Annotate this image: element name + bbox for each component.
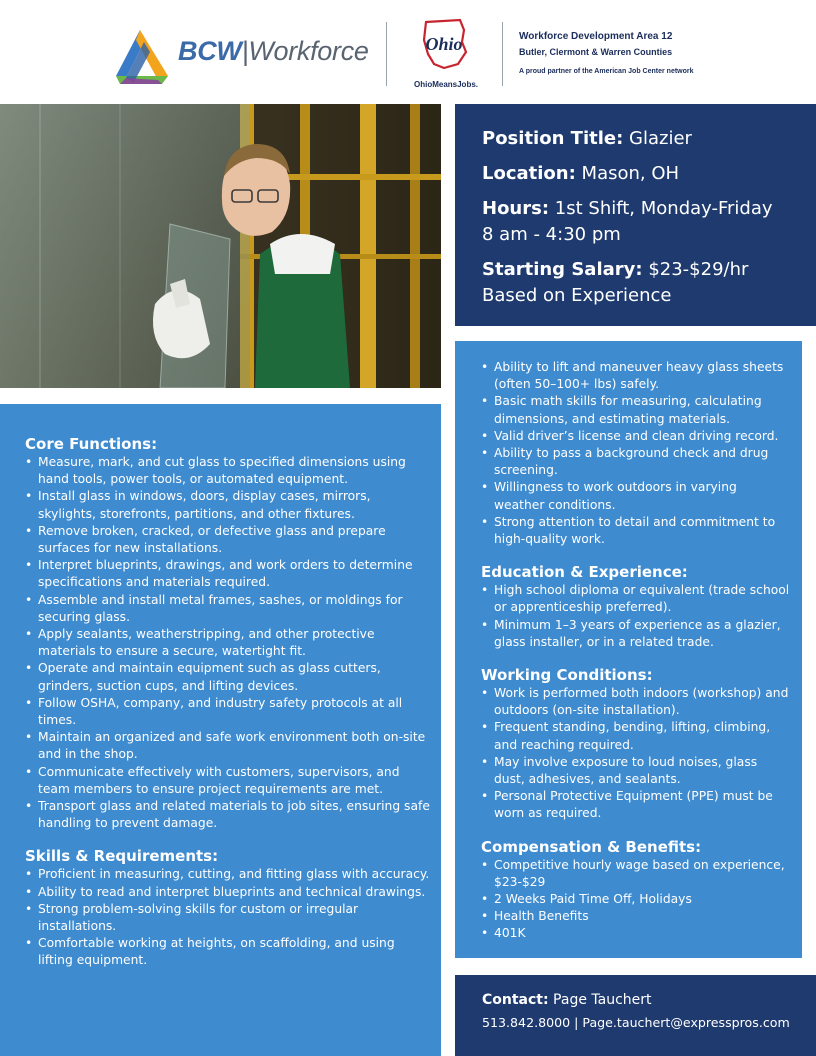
position-title-line: [482, 126, 798, 152]
list-item: • Follow OSHA, company, and industry safety protocols at all times.: [25, 695, 431, 729]
list-item: • Strong problem-solving skills for custom or irregular installations.: [25, 901, 431, 935]
list-item: • Health Benefits: [481, 908, 790, 925]
list-item: • Ability to pass a background check and drug screening.: [481, 445, 790, 479]
skills-requirements-list: [25, 866, 431, 969]
list-item: • 401K: [481, 925, 790, 942]
skills-continued-list: [481, 359, 790, 548]
working-conditions-heading: Working Conditions:: [481, 666, 653, 685]
list-item: • Assemble and install metal frames, sashes, or moldings for securing glass.: [25, 592, 431, 626]
list-item: • Ability to read and interpret blueprints and technical drawings.: [25, 884, 431, 901]
right-details-box: [455, 341, 802, 958]
workforce-area-counties: Butler, Clermont & Warren Counties: [519, 47, 673, 57]
ohio-state-outline-icon: [404, 18, 484, 72]
contact-email-link[interactable]: Page.tauchert@expresspros.com: [582, 1015, 790, 1030]
list-item: • Comfortable working at heights, on scaffolding, and using lifting equipment.: [25, 935, 431, 969]
list-item: • Basic math skills for measuring, calculating dimensions, and estimating materials.: [481, 393, 790, 427]
list-item: • Frequent standing, bending, lifting, climbing, and reaching required.: [481, 719, 790, 753]
brand-bcw: BCW: [178, 36, 242, 66]
skills-requirements-heading: Skills & Requirements:: [25, 847, 219, 866]
list-item: • Apply sealants, weatherstripping, and other protective materials to ensure a secure, watertight fit.: [25, 626, 431, 660]
list-item: • Personal Protective Equipment (PPE) must be worn as required.: [481, 788, 790, 822]
list-item: • Transport glass and related materials to job sites, ensuring safe handling to prevent damage.: [25, 798, 431, 832]
ohiomeansjobs-wordmark: OhioMeansJobs.: [413, 80, 478, 89]
hours-value-times: 8 am - 4:30 pm: [482, 224, 621, 245]
list-item: • Minimum 1–3 years of experience as a glazier, glass installer, or in a related trade.: [481, 617, 790, 651]
core-functions-heading: Core Functions:: [25, 435, 158, 453]
list-item: • Interpret blueprints, drawings, and work orders to determine specifications and materials required.: [25, 557, 431, 591]
position-title-value: Glazier: [629, 128, 692, 149]
left-details-box: [0, 404, 441, 1056]
list-item: • Work is performed both indoors (workshop) and outdoors (on-site installation).: [481, 685, 790, 719]
list-item: • Measure, mark, and cut glass to specified dimensions using hand tools, power tools, or automated equipment.: [25, 454, 431, 488]
salary-line: [482, 257, 798, 309]
education-experience-heading: Education & Experience:: [481, 563, 688, 582]
compensation-benefits-list: [481, 857, 790, 943]
glazier-photo: [0, 104, 441, 388]
list-item: • High school diploma or equivalent (trade school or apprenticeship preferred).: [481, 582, 790, 616]
workforce-area-tagline: A proud partner of the American Job Center network: [519, 68, 694, 75]
education-experience-list: [481, 582, 790, 651]
list-item: • 2 Weeks Paid Time Off, Holidays: [481, 891, 790, 908]
position-title-label: Position Title:: [482, 128, 624, 149]
list-item: • Communicate effectively with customers, supervisors, and team members to ensure project requirements are met.: [25, 764, 431, 798]
header-divider-2: [502, 22, 503, 86]
hours-line: [482, 196, 798, 248]
position-summary-box: [455, 104, 816, 326]
contact-phone[interactable]: 513.842.8000: [482, 1015, 571, 1030]
location-label: Location:: [482, 163, 576, 184]
core-functions-list: [25, 454, 431, 832]
contact-name: Page Tauchert: [553, 992, 652, 1008]
salary-label: Starting Salary:: [482, 259, 643, 280]
bcw-workforce-wordmark: [178, 36, 369, 67]
ohio-wordmark: Ohio: [425, 34, 463, 54]
list-item: • Remove broken, cracked, or defective glass and prepare surfaces for new installations.: [25, 523, 431, 557]
compensation-benefits-heading: Compensation & Benefits:: [481, 837, 702, 856]
hours-label: Hours:: [482, 198, 550, 219]
list-item: • Strong attention to detail and commitment to high-quality work.: [481, 514, 790, 548]
list-item: • Proficient in measuring, cutting, and fitting glass with accuracy.: [25, 866, 431, 883]
list-item: • Willingness to work outdoors in varying weather conditions.: [481, 479, 790, 513]
contact-name-line: [482, 990, 806, 1010]
glazier-photo-illustration: [0, 104, 441, 388]
salary-value: $23-$29/hr: [648, 259, 749, 280]
list-item: • Ability to lift and maneuver heavy glass sheets (often 50–100+ lbs) safely.: [481, 359, 790, 393]
list-item: • Install glass in windows, doors, display cases, mirrors, skylights, storefronts, partitions, and other fixtures.: [25, 488, 431, 522]
page-header: [0, 0, 816, 100]
contact-separator: |: [574, 1015, 579, 1030]
contact-details-line: [482, 1014, 806, 1032]
working-conditions-list: [481, 685, 790, 823]
header-divider-1: [386, 22, 387, 86]
list-item: • Maintain an organized and safe work environment both on-site and in the shop.: [25, 729, 431, 763]
brand-separator: |: [241, 36, 249, 66]
salary-note: Based on Experience: [482, 285, 672, 306]
list-item: • Operate and maintain equipment such as glass cutters, grinders, suction cups, and lifting devices.: [25, 660, 431, 694]
list-item: • May involve exposure to loud noises, glass dust, adhesives, and sealants.: [481, 754, 790, 788]
location-value: Mason, OH: [581, 163, 680, 184]
contact-box: [455, 975, 816, 1056]
workforce-area-title: Workforce Development Area 12: [519, 31, 673, 42]
list-item: • Valid driver’s license and clean driving record.: [481, 428, 790, 445]
hours-value-days: 1st Shift, Monday-Friday: [554, 198, 773, 219]
list-item: • Competitive hourly wage based on experience, $23-$29: [481, 857, 790, 891]
bcw-triangle-logo-icon: [110, 26, 174, 86]
location-line: [482, 161, 798, 187]
brand-workforce: Workforce: [248, 36, 369, 66]
contact-label: Contact:: [482, 992, 549, 1008]
